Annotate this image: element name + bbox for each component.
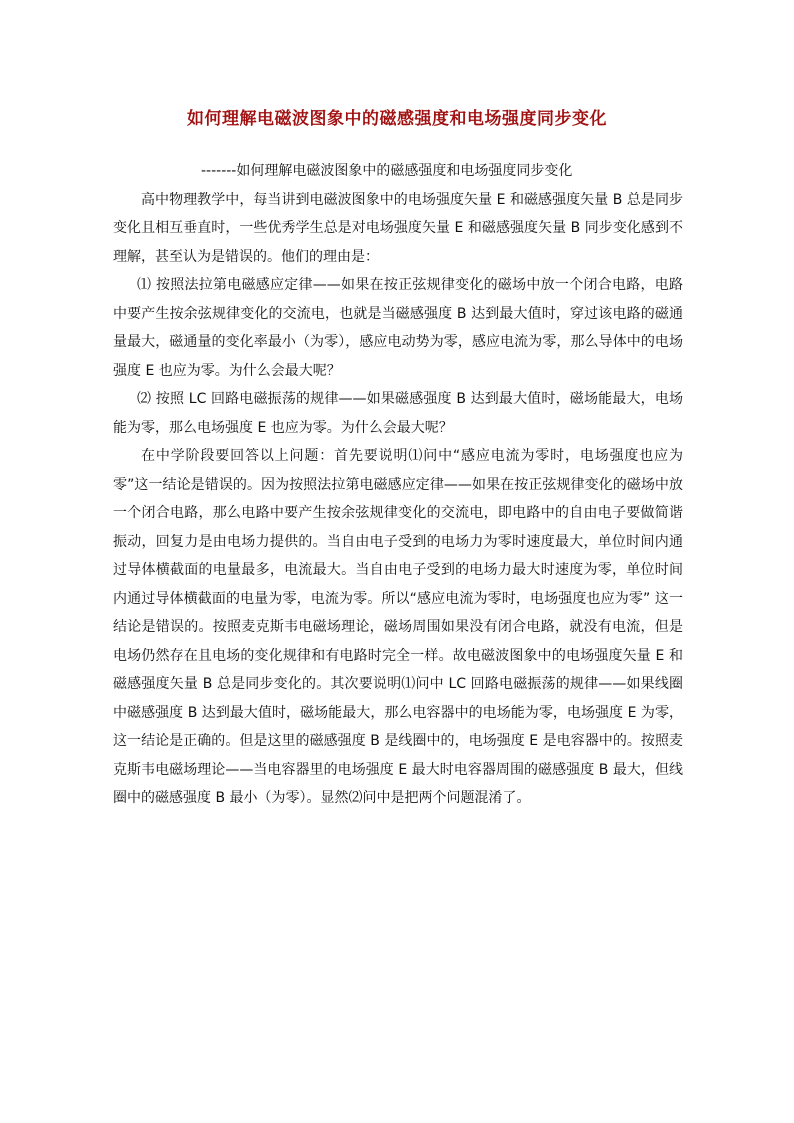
document-title: 如何理解电磁波图象中的磁感强度和电场强度同步变化 [187,109,607,129]
paragraph-answer: 在中学阶段要回答以上问题：首先要说明⑴问中“感应电流为零时，电场强度也应为零”这一结论是错误的。因为按照法拉第电磁感应定律——如果在按正弦规律变化的磁场中放一个闭合电路，那么电路中要产生按余弦规律变化的交流电，即电路中的自由电子要做简谐振动，回复力是由电场力提供的。当自由电子受到的电场力为零时速度最大，单位时间内通过导体横截面的电量最多，电流最大。当自由电子受到的电场力最大时速度为零，单位时间内通过导体横截面的电量为零，电流为零。所以“感应电流为零时，电场强度也应为零” 这一结论是错误的。按照麦克斯韦电磁场理论，磁场周围如果没有闭合电路，就没有电流，但是电场仍然存在且电场的变化规律和有电路时完全一样。故电磁波图象中的电场强度矢量 E 和磁感强度矢量 B 总是同步变化的。其次要说明⑴问中 LC 回路电磁振荡的规律——如果线圈中磁感强度 B 达到最大值时，磁场能最大，那么电容器中的电场能为零，电场强度 E 为零，这一结论是正确的。但是这里的磁感强度 B 是线圈中的，电场强度 E 是电容器中的。按照麦克斯韦电磁场理论——当电容器里的电场强度 E 最大时电容器周围的磁感强度 B 最大，但线圈中的磁感强度 B 最小（为零）。显然⑵问中是把两个问题混淆了。 [113,448,683,806]
paragraph-reason-1: ⑴ 按照法拉第电磁感应定律——如果在按正弦规律变化的磁场中放一个闭合电路，电路中要产生按余弦规律变化的交流电，也就是当磁感强度 B 达到最大值时，穿过该电路的磁通量最大，磁通量的变化率最小（为零），感应电动势为零，感应电流为零，那么导体中的电场强度 E 也应为零。为什么会最大呢？ [113,277,683,379]
paragraph-reason-2: ⑵ 按照 LC 回路电磁振荡的规律——如果磁感强度 B 达到最大值时，磁场能最大，电场能为零，那么电场强度 E 也应为零。为什么会最大呢？ [113,391,683,436]
document-subtitle: -------如何理解电磁波图象中的磁感强度和电场强度同步变化 [201,163,573,179]
paragraph-intro: 高中物理教学中，每当讲到电磁波图象中的电场强度矢量 E 和磁感强度矢量 B 总是同步变化且相互垂直时，一些优秀学生总是对电场强度矢量 E 和磁感强度矢量 B 同步变化感到不理解，甚至认为是错误的。他们的理由是： [113,191,683,265]
document-body [113,157,683,813]
